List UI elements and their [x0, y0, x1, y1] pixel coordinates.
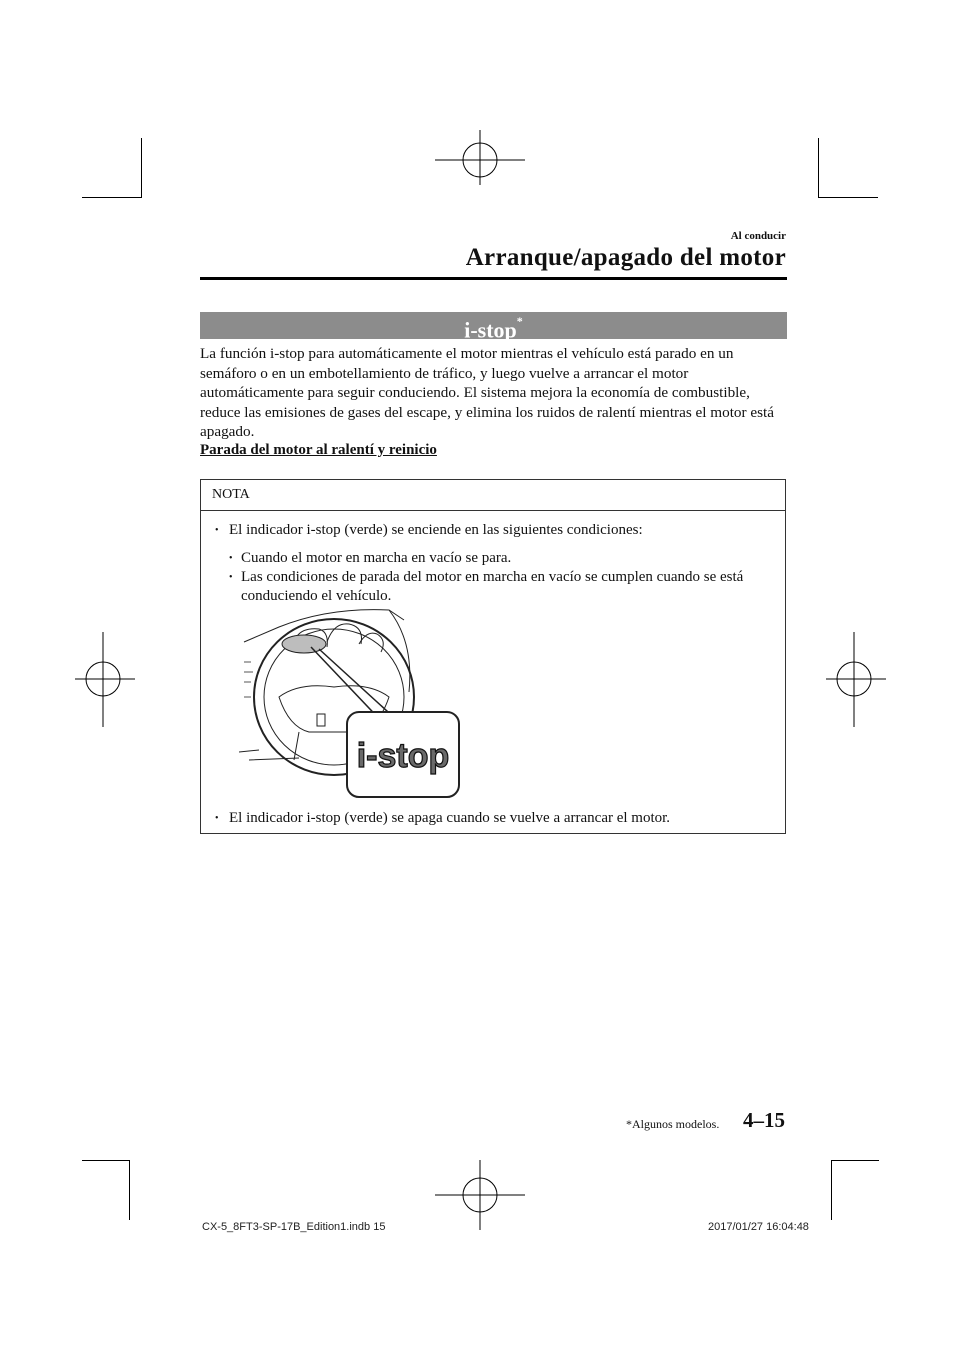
banner-title: i-stop: [464, 317, 517, 343]
crop-mark: [82, 1160, 130, 1161]
crop-mark: [818, 138, 819, 198]
subheading: Parada del motor al ralentí y reinicio: [200, 442, 437, 458]
page-number: 4–15: [743, 1108, 785, 1132]
intro-paragraph: La función i-stop para automáticamente el motor mientras el vehículo está parado en un semáforo o en un embotellamiento de tráfico, y luego vuelve a arrancar el motor automáticamente para seguir conduciendo. El sistema mejora la economía de combustible, reduce las emisiones de gases del escape, y elimina los ruidos de ralentí mientras el motor está apagado.: [200, 345, 774, 440]
registration-mark-top: [435, 130, 525, 220]
bullet-icon: •: [215, 525, 219, 536]
footnote: *Algunos modelos.: [626, 1117, 720, 1131]
crop-mark: [129, 1160, 130, 1220]
crop-mark: [831, 1160, 832, 1220]
note-bullet-text: El indicador i-stop (verde) se apaga cuando se vuelve a arrancar el motor.: [229, 810, 671, 826]
note-sub-bullet-text: Las condiciones de parada del motor en marcha en vacío se cumplen cuando se está conduciendo el vehículo.: [241, 569, 744, 604]
note-sub-bullet-text: Cuando el motor en marcha en vacío se para.: [241, 550, 512, 566]
registration-mark-right: [826, 632, 886, 727]
crop-mark: [831, 1160, 879, 1161]
i-stop-label: i-stop: [356, 737, 450, 775]
note-bullet: [215, 809, 670, 828]
note-sub-bullet: [229, 568, 777, 606]
bullet-icon: •: [229, 553, 233, 564]
print-timestamp: 2017/01/27 16:04:48: [708, 1221, 809, 1233]
model-marker: *: [516, 314, 523, 328]
registration-mark-left: [75, 632, 135, 727]
note-sub-bullet: [229, 549, 777, 568]
print-file-info: CX-5_8FT3-SP-17B_Edition1.indb 15: [202, 1221, 386, 1233]
crop-mark: [141, 138, 142, 198]
crop-mark: [818, 197, 878, 198]
crop-mark: [82, 197, 142, 198]
bullet-icon: •: [215, 813, 219, 824]
steering-wheel-illustration: [239, 602, 469, 802]
header-rule: [200, 277, 787, 280]
note-bullet-text: El indicador i-stop (verde) se enciende en las siguientes condiciones:: [229, 522, 643, 538]
registration-mark-bottom: [435, 1160, 525, 1230]
section-label: Al conducir: [730, 230, 786, 242]
section-banner: [200, 312, 787, 343]
note-heading: NOTA: [201, 480, 785, 511]
page-title: Arranque/apagado del motor: [465, 244, 786, 271]
note-box: [200, 479, 786, 834]
note-bullet: [215, 521, 643, 540]
bullet-icon: •: [229, 572, 233, 583]
